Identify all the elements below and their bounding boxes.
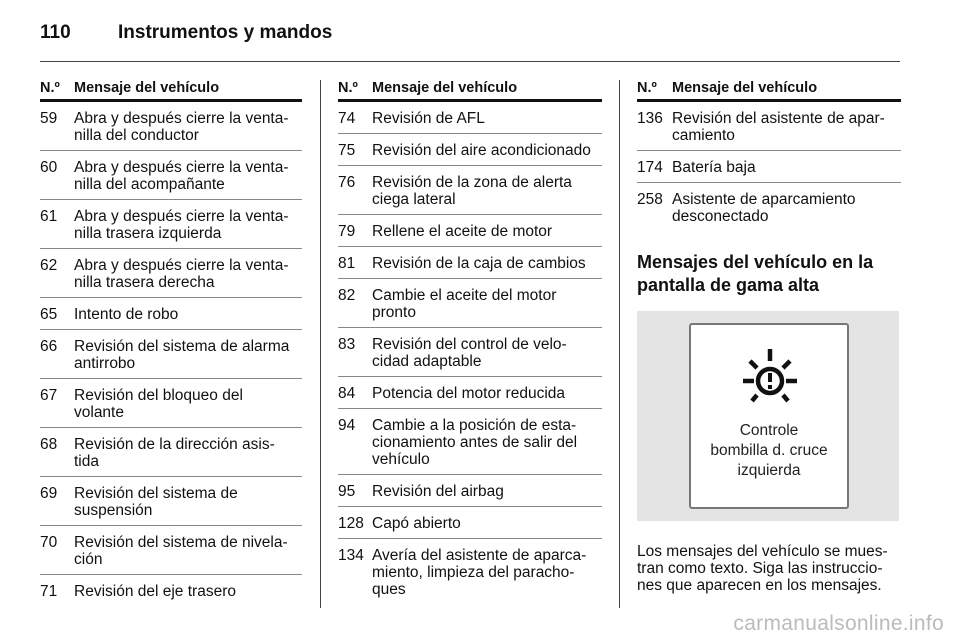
table-row bbox=[338, 409, 602, 475]
message-number: 61 bbox=[40, 208, 58, 225]
section-heading bbox=[637, 251, 877, 297]
table-row bbox=[338, 507, 602, 539]
table-header-num: N.º bbox=[338, 80, 358, 96]
message-line: Abra y después cierre la venta- bbox=[74, 159, 289, 176]
display-line: bombilla d. cruce bbox=[710, 442, 828, 459]
message-number: 174 bbox=[637, 159, 663, 176]
message-line: Revisión de AFL bbox=[372, 110, 485, 127]
message-line: ciega lateral bbox=[372, 191, 456, 208]
table-row bbox=[40, 477, 302, 526]
message-number: 95 bbox=[338, 483, 356, 500]
table-row bbox=[338, 166, 602, 215]
message-text bbox=[672, 110, 901, 144]
table-row bbox=[637, 102, 901, 151]
message-number: 79 bbox=[338, 223, 356, 240]
message-line: Revisión del sistema de bbox=[74, 485, 238, 502]
message-line: Revisión del sistema de alarma bbox=[74, 338, 290, 355]
message-number: 59 bbox=[40, 110, 58, 127]
table-row bbox=[338, 279, 602, 328]
message-text bbox=[372, 515, 602, 532]
message-number: 76 bbox=[338, 174, 356, 191]
message-number: 134 bbox=[338, 547, 364, 564]
message-line: Abra y después cierre la venta- bbox=[74, 208, 289, 225]
table-row bbox=[40, 298, 302, 330]
table-row bbox=[338, 247, 602, 279]
table-row bbox=[637, 183, 901, 231]
message-line: Intento de robo bbox=[74, 306, 179, 323]
table-header bbox=[338, 80, 602, 102]
column-divider bbox=[619, 80, 620, 608]
message-line: cidad adaptable bbox=[372, 353, 482, 370]
message-line: Revisión de la caja de cambios bbox=[372, 255, 586, 272]
message-text bbox=[372, 174, 602, 208]
message-text bbox=[372, 385, 602, 402]
message-line: vehículo bbox=[372, 451, 430, 468]
message-line: volante bbox=[74, 404, 124, 421]
table-row bbox=[338, 475, 602, 507]
table-row bbox=[40, 379, 302, 428]
message-line: Revisión del airbag bbox=[372, 483, 504, 500]
message-text bbox=[672, 159, 901, 176]
message-line: camiento bbox=[672, 127, 735, 144]
message-text bbox=[372, 255, 602, 272]
message-number: 81 bbox=[338, 255, 356, 272]
message-text bbox=[372, 110, 602, 127]
message-number: 71 bbox=[40, 583, 58, 600]
message-table-column-1 bbox=[40, 80, 302, 606]
message-line: Revisión de la dirección asis- bbox=[74, 436, 275, 453]
table-row bbox=[338, 134, 602, 166]
table-row bbox=[338, 377, 602, 409]
message-line: nilla trasera izquierda bbox=[74, 225, 222, 242]
table-header-num: N.º bbox=[637, 80, 657, 96]
table-header bbox=[637, 80, 901, 102]
message-text bbox=[74, 110, 302, 144]
display-illustration bbox=[637, 311, 899, 521]
message-text bbox=[372, 336, 602, 370]
message-line: Asistente de aparcamiento bbox=[672, 191, 856, 208]
message-line: Revisión de la zona de alerta bbox=[372, 174, 572, 191]
table-header-msg: Mensaje del vehículo bbox=[372, 80, 518, 96]
message-number: 65 bbox=[40, 306, 58, 323]
message-line: tida bbox=[74, 453, 99, 470]
section-heading-line: Mensajes del vehículo en la bbox=[637, 252, 874, 272]
message-text bbox=[74, 583, 302, 600]
message-line: Revisión del aire acondicionado bbox=[372, 142, 591, 159]
message-number: 68 bbox=[40, 436, 58, 453]
message-line: Abra y después cierre la venta- bbox=[74, 257, 289, 274]
body-paragraph bbox=[637, 543, 901, 594]
message-line: cionamiento antes de salir del bbox=[372, 434, 578, 451]
message-number: 62 bbox=[40, 257, 58, 274]
message-line: nilla trasera derecha bbox=[74, 274, 215, 291]
table-row bbox=[40, 330, 302, 379]
message-number: 69 bbox=[40, 485, 58, 502]
paragraph-line: nes que aparecen en los mensajes. bbox=[637, 577, 882, 594]
message-text bbox=[74, 257, 302, 291]
display-message bbox=[691, 421, 847, 481]
message-line: Revisión del sistema de nivela- bbox=[74, 534, 288, 551]
message-number: 75 bbox=[338, 142, 356, 159]
message-number: 128 bbox=[338, 515, 364, 532]
table-header-msg: Mensaje del vehículo bbox=[672, 80, 818, 96]
paragraph-line: Los mensajes del vehículo se mues- bbox=[637, 543, 888, 560]
table-row bbox=[40, 200, 302, 249]
table-row bbox=[338, 215, 602, 247]
message-line: Cambie a la posición de esta- bbox=[372, 417, 577, 434]
message-line: Revisión del control de velo- bbox=[372, 336, 567, 353]
table-row bbox=[338, 539, 602, 604]
display-screen bbox=[689, 323, 849, 509]
message-text bbox=[74, 306, 302, 323]
message-text bbox=[74, 436, 302, 470]
message-number: 74 bbox=[338, 110, 356, 127]
page-number: 110 bbox=[40, 22, 71, 43]
message-line: suspensión bbox=[74, 502, 153, 519]
message-text bbox=[372, 223, 602, 240]
page-title: Instrumentos y mandos bbox=[118, 22, 333, 43]
message-table-column-2 bbox=[338, 80, 602, 604]
display-line: izquierda bbox=[737, 462, 801, 479]
section-heading-line: pantalla de gama alta bbox=[637, 275, 820, 295]
table-header-num: N.º bbox=[40, 80, 60, 96]
message-line: nilla del acompañante bbox=[74, 176, 225, 193]
message-text bbox=[372, 142, 602, 159]
table-row bbox=[40, 526, 302, 575]
message-text bbox=[74, 534, 302, 568]
table-row bbox=[40, 102, 302, 151]
message-number: 136 bbox=[637, 110, 663, 127]
message-line: miento, limpieza del paracho- bbox=[372, 564, 575, 581]
watermark: carmanualsonline.info bbox=[733, 612, 944, 635]
message-text bbox=[372, 483, 602, 500]
message-line: Rellene el aceite de motor bbox=[372, 223, 553, 240]
message-line: Revisión del eje trasero bbox=[74, 583, 236, 600]
message-line: antirrobo bbox=[74, 355, 136, 372]
message-line: ques bbox=[372, 581, 406, 598]
table-row bbox=[40, 575, 302, 606]
message-line: Potencia del motor reducida bbox=[372, 385, 566, 402]
message-number: 82 bbox=[338, 287, 356, 304]
message-text bbox=[672, 191, 901, 225]
message-number: 83 bbox=[338, 336, 356, 353]
table-row bbox=[637, 151, 901, 183]
table-header-msg: Mensaje del vehículo bbox=[74, 80, 220, 96]
table-header bbox=[40, 80, 302, 102]
message-line: Avería del asistente de aparca- bbox=[372, 547, 587, 564]
message-line: Revisión del bloqueo del bbox=[74, 387, 243, 404]
message-table-column-3 bbox=[637, 80, 901, 594]
message-text bbox=[74, 208, 302, 242]
message-text bbox=[372, 547, 602, 598]
message-number: 67 bbox=[40, 387, 58, 404]
message-line: ción bbox=[74, 551, 103, 568]
message-line: Abra y después cierre la venta- bbox=[74, 110, 289, 127]
message-line: pronto bbox=[372, 304, 416, 321]
table-rows bbox=[637, 102, 901, 231]
message-line: Batería baja bbox=[672, 159, 756, 176]
table-rows bbox=[40, 102, 302, 606]
message-text bbox=[74, 387, 302, 421]
table-rows bbox=[338, 102, 602, 604]
message-line: Revisión del asistente de apar- bbox=[672, 110, 885, 127]
message-text bbox=[74, 338, 302, 372]
message-line: nilla del conductor bbox=[74, 127, 199, 144]
message-text bbox=[74, 485, 302, 519]
paragraph-line: tran como texto. Siga las instruccio- bbox=[637, 560, 883, 577]
message-line: Capó abierto bbox=[372, 515, 461, 532]
bulb-warning-icon bbox=[735, 339, 805, 409]
table-row bbox=[40, 151, 302, 200]
table-row bbox=[338, 102, 602, 134]
message-text bbox=[372, 417, 602, 468]
page-header bbox=[40, 18, 332, 48]
table-row bbox=[40, 249, 302, 298]
message-line: desconectado bbox=[672, 208, 769, 225]
header-rule bbox=[40, 61, 900, 62]
message-number: 60 bbox=[40, 159, 58, 176]
message-number: 94 bbox=[338, 417, 356, 434]
message-number: 70 bbox=[40, 534, 58, 551]
message-number: 66 bbox=[40, 338, 58, 355]
table-row bbox=[40, 428, 302, 477]
message-text bbox=[74, 159, 302, 193]
message-line: Cambie el aceite del motor bbox=[372, 287, 557, 304]
column-divider bbox=[320, 80, 321, 608]
display-line: Controle bbox=[739, 422, 799, 439]
message-number: 258 bbox=[637, 191, 663, 208]
message-number: 84 bbox=[338, 385, 356, 402]
table-row bbox=[338, 328, 602, 377]
message-text bbox=[372, 287, 602, 321]
